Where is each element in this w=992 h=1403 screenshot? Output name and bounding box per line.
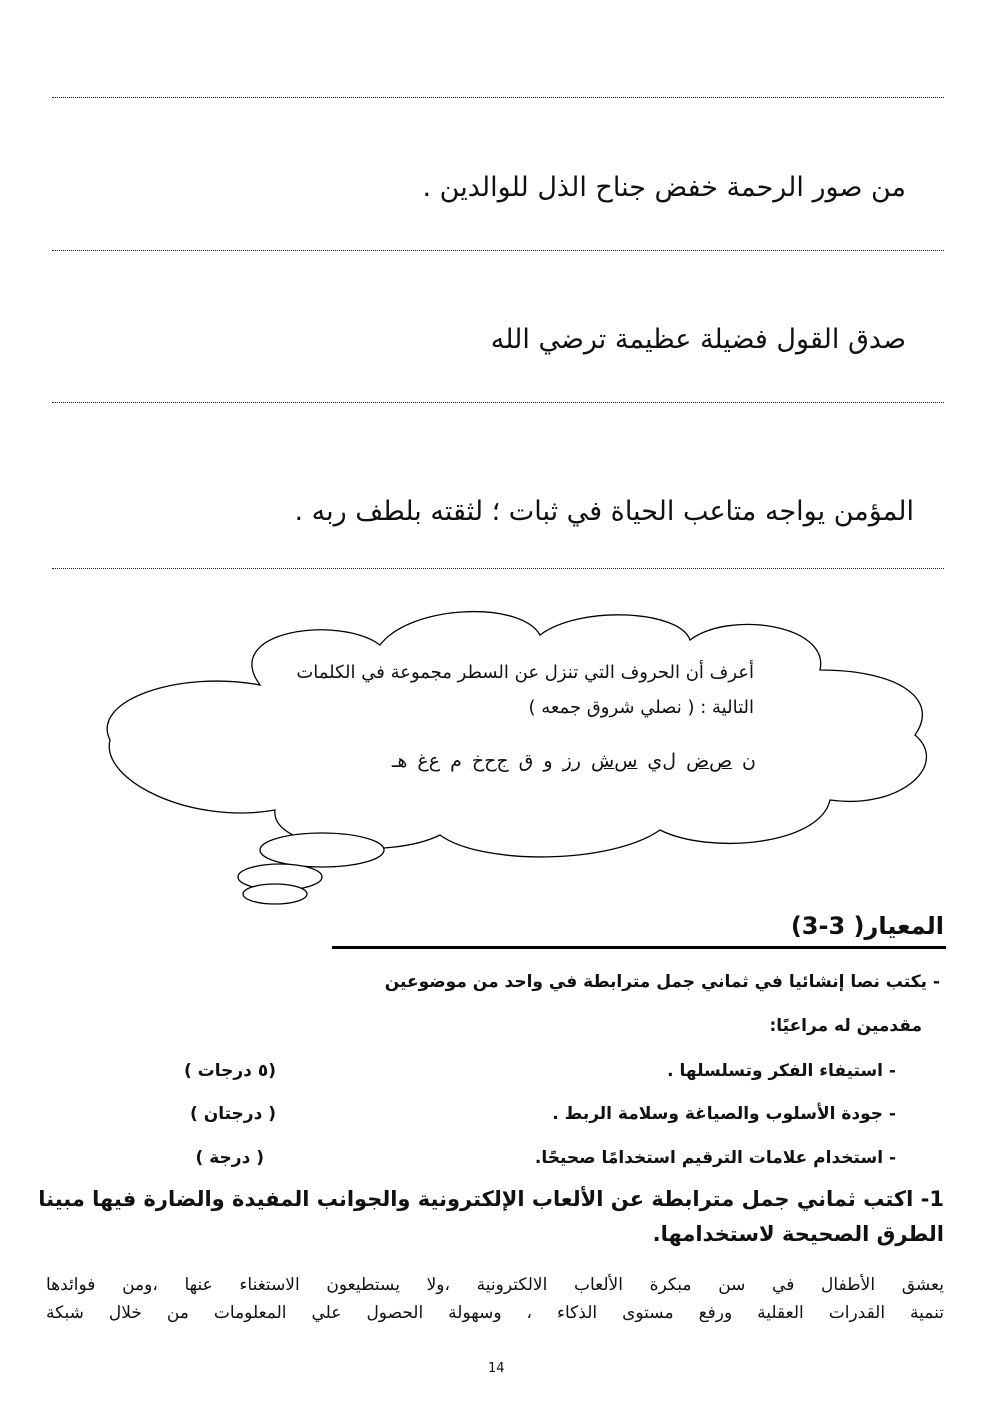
dotted-answer-line bbox=[52, 568, 944, 569]
sentence-3: المؤمن يواجه متاعب الحياة في ثبات ؛ لثقته بلطف ربه . bbox=[294, 496, 914, 527]
sentence-1: من صور الرحمة خفض جناح الذل للوالدين . bbox=[422, 172, 906, 203]
letter: و bbox=[543, 750, 553, 772]
letter: ش bbox=[590, 750, 615, 772]
standard-heading: المعيار( 3-3) bbox=[790, 912, 944, 940]
letter: ح bbox=[484, 750, 497, 772]
task-prompt-line-1: 1- اكتب ثماني جمل مترابطة عن الألعاب الإلكترونية والجوانب المفيدة والضارة فيها مبينا bbox=[38, 1187, 944, 1211]
dotted-answer-line bbox=[52, 97, 944, 98]
criterion-1-score: (٥ درجات ) bbox=[183, 1061, 276, 1081]
letter: ر bbox=[571, 750, 581, 772]
letter: ق bbox=[518, 750, 534, 772]
descending-letters-row bbox=[392, 750, 756, 772]
task-prompt-line-2: الطرق الصحيحة لاستخدامها. bbox=[652, 1222, 944, 1246]
sample-paragraph-line-2: تنمية القدرات العقلية ورفع مستوى الذكاء ، وسهولة الحصول علي المعلومات من خلال شبكة bbox=[46, 1303, 944, 1323]
criterion-2-text: - جودة الأسلوب والصياغة وسلامة الربط . bbox=[552, 1104, 896, 1124]
cloud-instruction-line-2: التالية : ( نصلي شروق جمعه ) bbox=[528, 697, 754, 718]
standard-intro-line-1: - يكتب نصا إنشائيا في ثماني جمل مترابطة في واحد من موضوعين bbox=[384, 972, 940, 992]
letter: ي bbox=[647, 750, 663, 772]
letter: خ bbox=[471, 750, 485, 772]
sample-paragraph-line-1: يعشق الأطفال في سن مبكرة الألعاب الالكترونية ،ولا يستطيعون الاستغناء عنها ،ومن فوائدها bbox=[46, 1275, 944, 1295]
dotted-answer-line bbox=[52, 250, 944, 251]
page-number: 14 bbox=[488, 1361, 505, 1376]
cloud-instruction-line-1: أعرف أن الحروف التي تنزل عن السطر مجموعة في الكلمات bbox=[296, 662, 754, 683]
letter: ص bbox=[709, 750, 733, 772]
criterion-3-text: - استخدام علامات الترقيم استخدامًا صحيحًا. bbox=[534, 1148, 896, 1168]
letter: ض bbox=[686, 750, 710, 772]
letter: م bbox=[450, 750, 462, 772]
letter: ن bbox=[742, 750, 756, 772]
criterion-1-text: - استيفاء الفكر وتسلسلها . bbox=[667, 1061, 896, 1081]
criterion-3-score: ( درجة ) bbox=[195, 1148, 264, 1168]
heading-underline bbox=[332, 946, 946, 949]
criterion-2-score: ( درجتان ) bbox=[190, 1104, 276, 1124]
letter: ع bbox=[428, 750, 441, 772]
standard-intro-line-2: مقدمين له مراعيًا: bbox=[769, 1016, 922, 1036]
letter: ج bbox=[496, 750, 509, 772]
letter: هـ bbox=[391, 750, 408, 772]
sentence-2: صدق القول فضيلة عظيمة ترضي الله bbox=[490, 324, 906, 355]
letter: ز bbox=[562, 750, 572, 772]
letter: غ bbox=[417, 750, 429, 772]
dotted-answer-line bbox=[52, 402, 944, 403]
letter: س bbox=[614, 750, 638, 772]
letter: ل bbox=[662, 750, 677, 772]
